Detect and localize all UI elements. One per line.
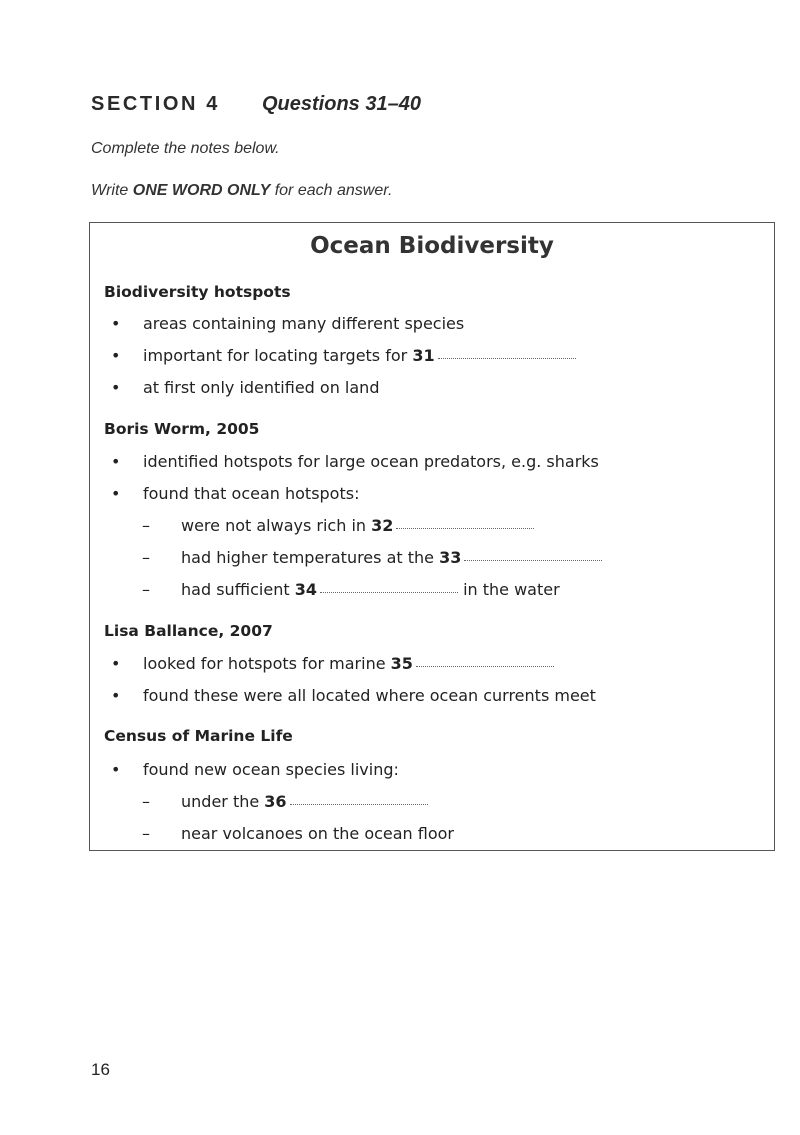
question-number-31: 31: [412, 346, 435, 365]
answer-blank-33[interactable]: [464, 559, 602, 561]
heading-lisa-ballance: Lisa Ballance, 2007: [104, 622, 273, 640]
note-subitem: had higher temperatures at the 33: [181, 548, 602, 567]
question-number-32: 32: [371, 516, 394, 535]
note-item: found new ocean species living:: [143, 760, 399, 779]
section-header: [91, 93, 421, 116]
dash-icon: –: [142, 516, 150, 535]
answer-blank-34[interactable]: [320, 591, 458, 593]
bullet-icon: •: [111, 484, 121, 503]
note-subitem: were not always rich in 32: [181, 516, 534, 535]
heading-census-marine-life: Census of Marine Life: [104, 727, 293, 745]
section-label: SECTION 4: [91, 93, 220, 115]
answer-blank-36[interactable]: [290, 803, 428, 805]
note-subitem: under the 36: [181, 792, 428, 811]
instruction-complete: Complete the notes below.: [91, 140, 280, 157]
note-item: areas containing many different species: [143, 314, 465, 333]
bullet-icon: •: [111, 686, 121, 705]
note-subitem: near volcanoes on the ocean floor: [181, 824, 455, 843]
notes-box: [89, 222, 775, 851]
questions-label: Questions 31–40: [261, 93, 421, 115]
note-item: at first only identified on land: [143, 378, 380, 397]
answer-blank-31[interactable]: [438, 357, 576, 359]
note-item: found that ocean hotspots:: [143, 484, 360, 503]
heading-biodiversity-hotspots: Biodiversity hotspots: [104, 283, 291, 301]
page-number: 16: [91, 1060, 110, 1079]
bullet-icon: •: [111, 760, 121, 779]
bullet-icon: •: [111, 378, 121, 397]
bullet-icon: •: [111, 654, 121, 673]
question-number-36: 36: [264, 792, 287, 811]
answer-blank-35[interactable]: [416, 665, 554, 667]
note-item: important for locating targets for 31: [143, 346, 576, 365]
instruction-word-limit: Write ONE WORD ONLY for each answer.: [91, 182, 393, 199]
note-subitem: had sufficient 34 in the water: [181, 580, 560, 599]
dash-icon: –: [142, 792, 150, 811]
answer-blank-32[interactable]: [396, 527, 534, 529]
notes-title: Ocean Biodiversity: [310, 233, 554, 259]
question-number-35: 35: [390, 654, 413, 673]
note-item: looked for hotspots for marine 35: [143, 654, 554, 673]
dash-icon: –: [142, 824, 150, 843]
dash-icon: –: [142, 548, 150, 567]
bullet-icon: •: [111, 452, 121, 471]
dash-icon: –: [142, 580, 150, 599]
bullet-icon: •: [111, 314, 121, 333]
question-number-33: 33: [439, 548, 462, 567]
question-number-34: 34: [294, 580, 317, 599]
heading-boris-worm: Boris Worm, 2005: [104, 420, 260, 438]
word-limit-emphasis: ONE WORD ONLY: [132, 182, 271, 199]
bullet-icon: •: [111, 346, 121, 365]
note-item: identified hotspots for large ocean predators, e.g. sharks: [143, 452, 599, 471]
note-item: found these were all located where ocean currents meet: [143, 686, 596, 705]
